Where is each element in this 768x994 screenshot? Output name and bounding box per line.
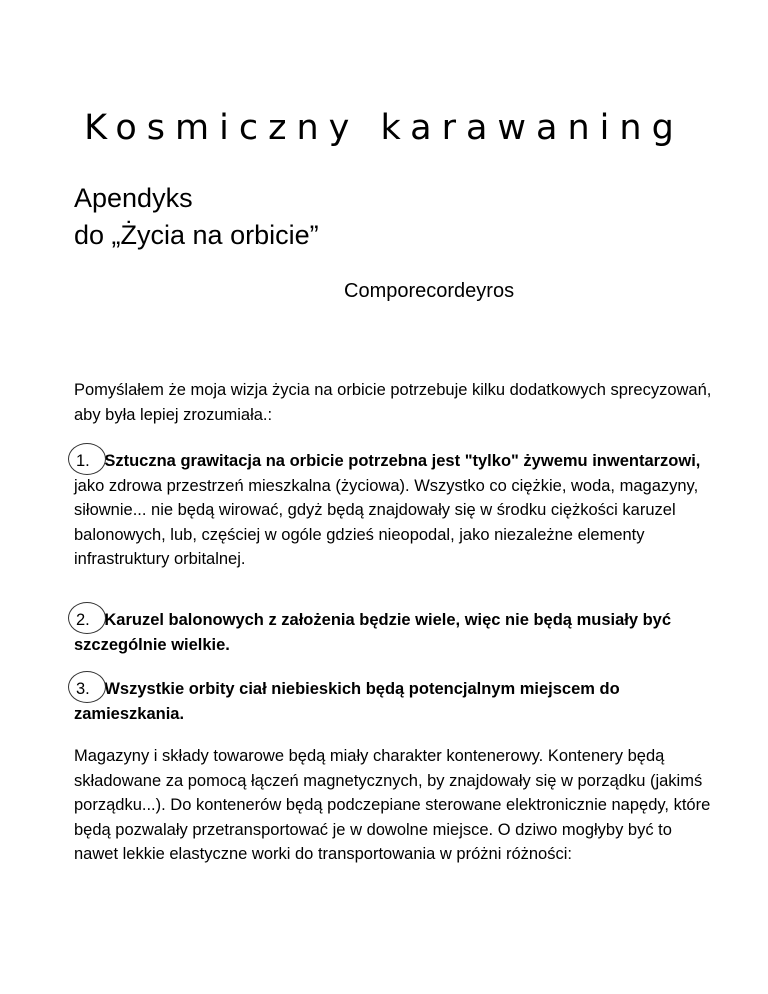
point-3-bold-text: Wszystkie orbity ciał niebieskich będą potencjalnym miejscem do zamieszkania. bbox=[74, 680, 620, 723]
point-2-number: 2. bbox=[74, 608, 94, 633]
document-title: Kosmiczny karawaning bbox=[84, 108, 684, 148]
subtitle-line-2: do „Życia na orbicie” bbox=[74, 220, 319, 250]
author-name: Comporecordeyros bbox=[344, 280, 515, 302]
point-1-bold-text: Sztuczna grawitacja na orbicie potrzebna jest "tylko" żywemu inwentarzowi, bbox=[99, 452, 701, 470]
document-subtitle bbox=[74, 180, 319, 254]
point-2-bold-text: Karuzel balonowych z założenia będzie wiele, więc nie będą musiały być szczególnie wielkie. bbox=[74, 611, 672, 654]
point-1-text: jako zdrowa przestrzeń mieszkalna (życiowa). Wszystko co ciężkie, woda, magazyny, siłownie... nie będą wirować, gdyż będą znajdowały się w środku ciężkości karuzel balonowych, lub, częściej w ogóle gdzieś nieopodal, jako niezależne elementy infrastruktury orbitalnej. bbox=[74, 476, 699, 568]
closing-paragraph: Magazyny i składy towarowe będą miały charakter kontenerowy. Kontenery będą składowane za pomocą łączeń magnetycznych, by znajdowały się w porządku (jakimś porządku...). Do kontenerów będą podczepiane sterowane elektronicznie napędy, które będą pozwalały przetransportować je w dowolne miejsce. O dziwo mogłyby być to nawet lekkie elastyczne worki do transportowania w próżni różności: bbox=[74, 747, 711, 863]
point-1-paragraph bbox=[74, 449, 714, 572]
point-3-paragraph bbox=[74, 677, 714, 726]
point-3-number: 3. bbox=[74, 677, 94, 702]
subtitle-line-1: Apendyks bbox=[74, 183, 193, 213]
point-2-paragraph bbox=[74, 608, 714, 657]
point-1-number: 1. bbox=[74, 449, 94, 474]
intro-paragraph: Pomyślałem że moja wizja życia na orbicie potrzebuje kilku dodatkowych sprecyzowań, aby była lepiej zrozumiała.: bbox=[74, 381, 712, 424]
